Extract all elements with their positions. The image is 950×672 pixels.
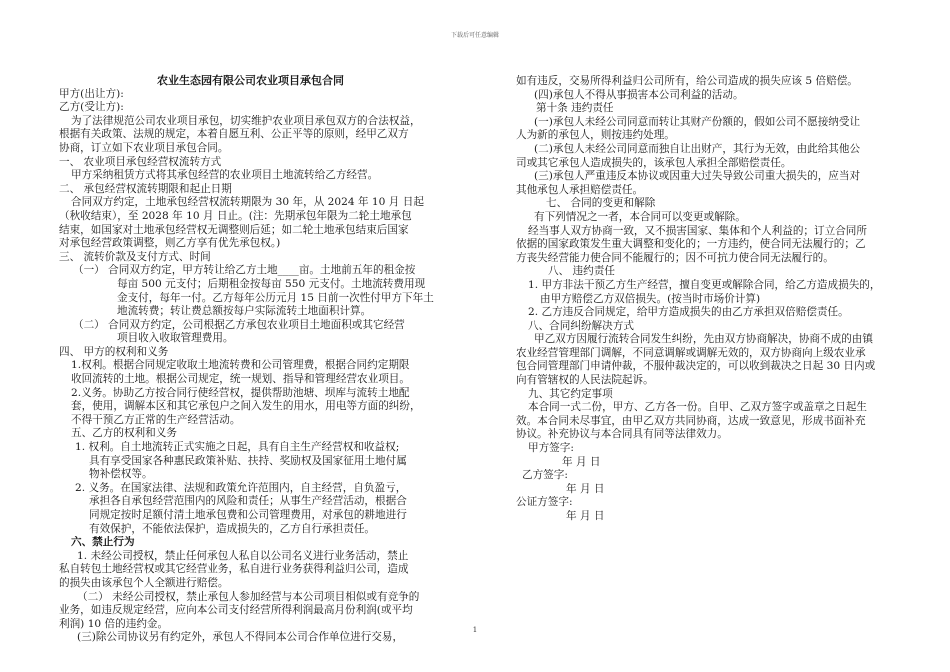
text-line: （一） 合同双方约定，甲方转让给乙方土地____亩。土地前五年的租金按: [73, 264, 416, 277]
text-line: 效。本合同未尽事宜，由甲乙双方共同协商，达成一致意见，形成书面补充: [516, 414, 866, 427]
text-line: 其他承包人承担赔偿责任。: [516, 183, 644, 196]
text-line: 方丧失经营能力使合同不能履行的；因不可抗力使合同无法履行的。: [516, 251, 834, 264]
text-line: 根据有关政策、法规的规定，本着自愿互利、公正平等的原则，经甲乙双方: [59, 128, 409, 141]
text-line: 由甲方赔偿乙方双倍损失。(按当时市场价计算): [540, 292, 761, 305]
text-line: 五、乙方的权利和义务: [71, 427, 177, 440]
text-line: 乙方签字:: [522, 469, 568, 482]
text-line: 业务，如违反规定经营，应向本公司支付经营所得利润最高月份利润(或平均: [59, 604, 413, 617]
text-line: （秋收结束），至 2028 年 10 月 日止。(注：先期承包年限为二轮土地承包: [59, 209, 412, 222]
text-line: 甲方采纳租赁方式将其承包经营的农业项目土地流转给乙方经营。: [71, 169, 379, 182]
text-line: 公证方签字:: [516, 496, 573, 509]
text-line: 本合同一式二份，甲方、乙方各一份。自甲、乙双方签字或盖章之日起生: [528, 401, 867, 414]
page-header: 下载后可任意编辑: [450, 32, 499, 39]
text-line: 金支付，每年一付。乙方每年公历元月 15 日前一次性付甲方下年土: [117, 291, 434, 304]
text-line: 甲方签字:: [528, 442, 574, 455]
text-line: 第十条 违约责任: [536, 102, 614, 115]
text-line: 利润) 10 倍的违约金。: [59, 617, 169, 630]
text-line: 一、 农业项目承包经营权流转方式: [59, 155, 222, 168]
text-line: （二） 合同双方约定，公司根据乙方承包农业项目土地面积或其它经营: [73, 318, 405, 331]
text-line: 2.义务。协助乙方按合同行使经营权，提供帮助池塘、坝库与流转土地配: [71, 386, 410, 399]
text-line: 私自转包土地经营权或其它经营业务，私自进行业务获得利益归公司，造成: [59, 563, 409, 576]
text-line: 八、 违约责任: [548, 265, 615, 278]
text-line: 为了法律规范公司农业项目承包，切实维护农业项目承包双方的合法权益，: [71, 114, 421, 127]
text-line: 收回流转的土地。根据公司规定，统一规划、指导和管理经营农业项目。: [71, 373, 410, 386]
text-line: 年 月 日: [562, 455, 601, 468]
text-line: 人为新的承包人，则按违约处理。: [516, 129, 675, 142]
text-line: 如有违反，交易所得利益归公司所有，给公司造成的损失应该 5 倍赔偿。: [516, 75, 858, 87]
text-line: 有效保护，不能依法保护，造成损失的，乙方自行承担责任。: [89, 522, 376, 535]
text-line: (三)承包人严重违反本协议或因重大过失导致公司重大损失的，应当对: [534, 170, 861, 183]
text-line: 协议。补充协议与本合同具有同等法律效力。: [516, 428, 728, 441]
page-number: 1: [472, 626, 478, 634]
text-line: 1.权利。根据合同规定收取土地流转费和公司管理费，根据合同约定期限: [71, 359, 410, 372]
text-line: 二、 承包经营权流转期限和起止日期: [59, 182, 232, 195]
text-line: 依据的国家政策发生重大调整和变化的；一方违约，使合同无法履行的；乙: [516, 238, 866, 251]
text-line: 具有享受国家各种惠民政策补贴、扶持、奖励权及国家征用土地付属: [89, 454, 407, 467]
text-line: 包合同管理部门申请仲裁，不服仲裁决定的，可以收到裁决之日起 30 日内或: [516, 360, 876, 373]
text-line: 1. 权利。自土地流转正式实施之日起，具有自主生产经营权和收益权;: [75, 441, 400, 454]
text-line: 有下列情况之一者，本合同可以变更或解除。: [534, 210, 746, 223]
text-line: 项目收入收取管理费用。: [117, 332, 234, 345]
text-line: 同规定按时足额付清土地承包费和公司管理费用，对承包的耕地进行: [89, 509, 407, 521]
text-line: 不得干预乙方正常的生产经营活动。: [71, 413, 241, 426]
text-line: 经当事人双方协商一致，又不损害国家、集体和个人利益的；订立合同所: [528, 224, 867, 237]
text-line: 四、 甲方的权利和义务: [59, 345, 169, 358]
text-line: (一)承包人未经公司同意而转让其财产份额的，假如公司不愿接纳受让: [534, 115, 861, 128]
text-line: 合同双方约定，土地承包经营权流转期限为 30 年，从 2024 年 10 月 日起: [71, 196, 424, 209]
text-line: 甲乙双方因履行流转合同发生纠纷，先由双方协商解决，协商不成的由镇: [534, 333, 873, 346]
text-line: 结束，如国家对土地承包经营权无调整则后延；如二轮土地承包结束后国家: [59, 223, 409, 236]
text-line: 八、合同纠纷解决方式: [528, 319, 634, 332]
text-line: 七、 合同的变更和解除: [546, 197, 656, 210]
text-line: 三、 流转价款及支付方式、时间: [59, 250, 211, 263]
text-line: 2. 义务。在国家法律、法规和政策允许范围内，自主经营，自负盈亏，: [75, 481, 407, 494]
text-line: (四)承包人不得从事损害本公司利益的活动。: [534, 88, 744, 101]
text-line: 甲方(出让方):: [59, 87, 124, 100]
left-column-text: [59, 88, 442, 645]
text-line: 九、其它约定事项: [528, 387, 613, 400]
text-line: (三)除公司协议另有约定外，承包人不得同本公司合作单位进行交易，: [77, 631, 404, 644]
text-line: 向有管辖权的人民法院起诉。: [516, 374, 654, 387]
text-line: 对承包经营政策调整，则乙方享有优先承包权。): [59, 237, 281, 250]
text-line: （二） 未经公司授权，禁止承包人参加经营与本公司项目相似或有竞争的: [77, 590, 420, 603]
text-line: 地流转费；转让费总额按每户实际流转土地面积计算。: [117, 305, 372, 318]
text-line: 年 月 日: [566, 482, 605, 495]
text-line: 乙方(受让方):: [59, 101, 124, 114]
right-column: [516, 75, 903, 524]
text-line: 1. 未经公司授权，禁止任何承包人私自以公司名义进行业务活动，禁止: [77, 549, 409, 562]
left-column: [59, 74, 442, 645]
text-line: 年 月 日: [566, 510, 605, 522]
text-line: 承担各自承包经营范围内的风险和责任；从事生产经营活动，根据合: [89, 495, 407, 508]
text-line: 六、禁止行为: [71, 536, 135, 549]
text-line: 协商，订立如下农业项目承包合同。: [59, 141, 229, 154]
text-line: 套，使用，调解本区和其它承包户之间入发生的用水，用电等方面的纠纷，: [71, 400, 421, 413]
text-line: 1. 甲方非法干预乙方生产经营，擅自变更或解除合同，给乙方造成损失的，: [528, 278, 881, 291]
text-line: 每亩 500 元支付；后期租金按每亩 550 元支付。土地流转费用现: [117, 277, 426, 290]
text-line: (二)承包人未经公司同意而独自让出财产，其行为无效，由此给其他公: [534, 142, 861, 155]
text-line: 的损失由该承包个人全额进行赔偿。: [59, 576, 229, 589]
right-column-text: [516, 75, 903, 524]
document-title: 农业生态园有限公司农业项目承包合同: [157, 74, 344, 87]
text-line: 农业经营管理部门调解，不同意调解或调解无效的，双方协商向上级农业承: [516, 346, 866, 359]
text-line: 司或其它承包人造成损失的，该承包人承担全部赔偿责任。: [516, 156, 792, 169]
text-line: 2. 乙方违反合同规定，给甲方造成损失的由乙方承担双倍赔偿责任。: [528, 306, 849, 319]
text-line: 物补偿权等。: [89, 468, 153, 481]
